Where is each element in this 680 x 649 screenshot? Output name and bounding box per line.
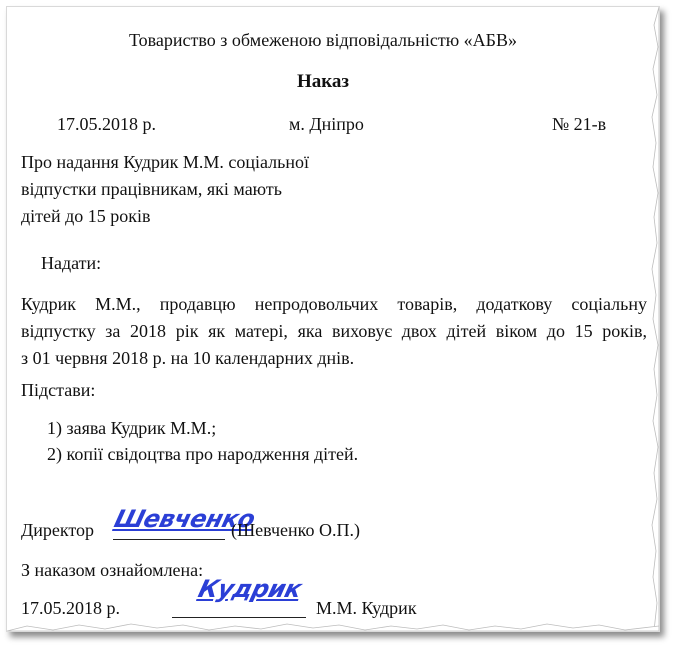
body-line: з 01 червня 2018 р. на 10 календарних днів. [21, 348, 355, 368]
subject-line: Про надання Кудрик М.М. соціальної [21, 152, 309, 172]
order-city: м. Дніпро [289, 114, 364, 134]
employee-signature: Кудрик [195, 575, 305, 603]
subject-line: дітей до 15 років [21, 206, 151, 226]
director-label: Директор [21, 520, 95, 540]
body-line: Кудрик М.М., продавцю непродовольчих товарів, додаткову соціальну [21, 294, 647, 314]
grounds-item: 2) копії свідоцтва про народження дітей. [47, 444, 359, 464]
torn-edge-right [647, 7, 659, 631]
grant-label: Надати: [41, 253, 102, 273]
director-signature: Шевченко [111, 505, 258, 533]
subject-line: відпустки працівникам, які мають [21, 179, 282, 199]
order-body [21, 291, 647, 372]
document-title: Наказ [296, 71, 350, 92]
employee-signature-line [172, 617, 306, 618]
order-subject [21, 149, 309, 230]
body-line: відпустку за 2018 рік як матері, яка виховує двох дітей віком до 15 років, [21, 321, 647, 341]
grounds-label: Підстави: [21, 380, 96, 400]
director-name: (Шевченко О.П.) [231, 520, 360, 540]
order-date: 17.05.2018 р. [57, 114, 156, 134]
order-number: № 21-в [552, 114, 607, 134]
organization-name: Товариство з обмеженою відповідальністю «АБВ» [128, 30, 518, 50]
acknowledged-label: З наказом ознайомлена: [21, 560, 204, 580]
document-page [6, 6, 660, 632]
acknowledged-date: 17.05.2018 р. [21, 598, 120, 618]
grounds-item: 1) заява Кудрик М.М.; [47, 418, 217, 438]
director-signature-line [113, 539, 225, 540]
employee-name: М.М. Кудрик [316, 598, 417, 618]
